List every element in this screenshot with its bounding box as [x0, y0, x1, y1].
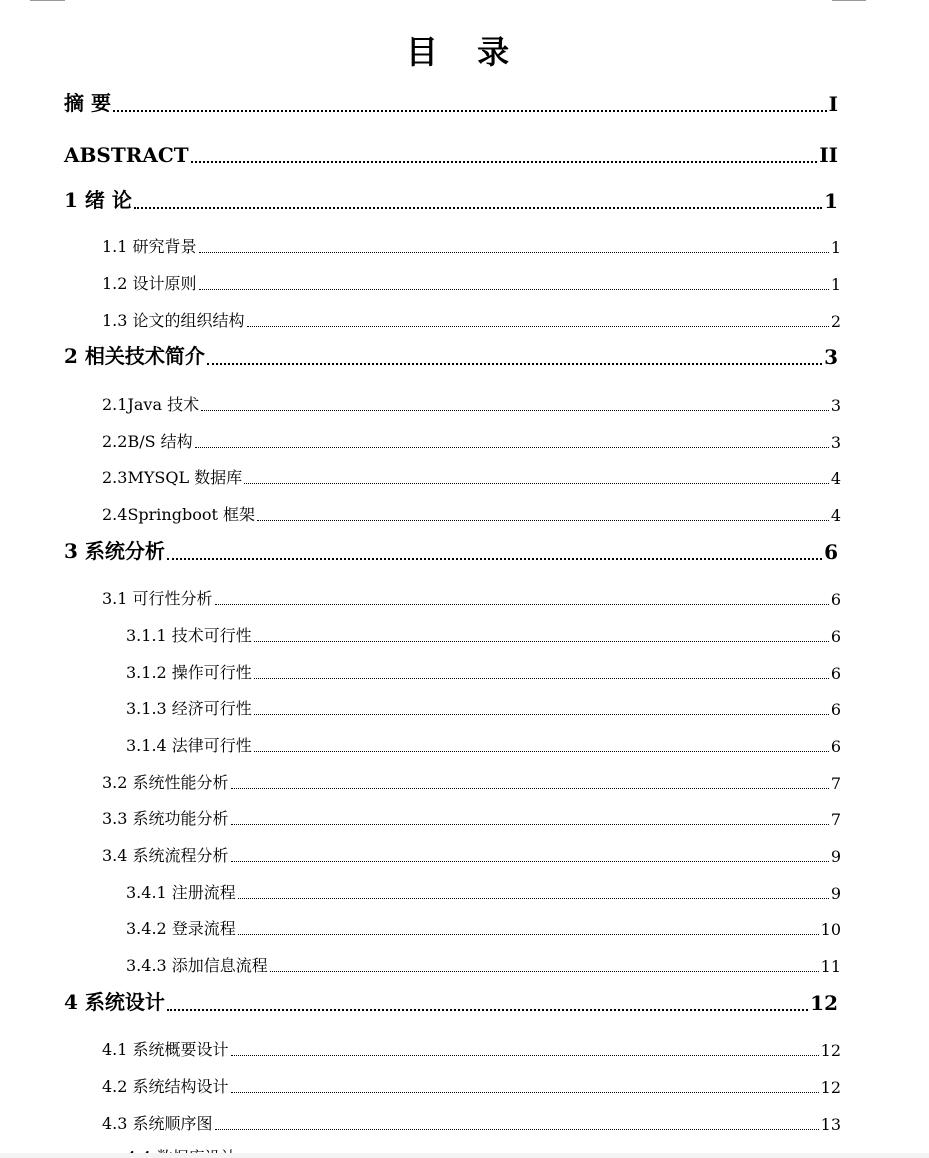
toc-entry-label: 1.1 研究背景	[102, 237, 197, 256]
toc-entry-label: 3.4 系统流程分析	[102, 846, 229, 865]
toc-entry-3-1-4[interactable]	[126, 736, 841, 756]
toc-entry-chapter-2[interactable]	[64, 345, 838, 369]
toc-entry-label: 3.1.4 法律可行性	[126, 736, 252, 755]
toc-page-number: 1	[824, 189, 838, 213]
toc-leader	[199, 288, 829, 290]
toc-entry-label: 2.4Springboot 框架	[102, 505, 255, 524]
toc-entry-label: 3.1.2 操作可行性	[126, 663, 252, 682]
toc-entry-3-1-1[interactable]	[126, 626, 841, 646]
toc-entry-label: 1.2 设计原则	[102, 274, 197, 293]
toc-leader	[231, 860, 829, 862]
toc-leader	[215, 603, 829, 605]
toc-entry-2-2[interactable]	[102, 432, 841, 452]
toc-leader	[254, 713, 829, 715]
toc-leader	[231, 1054, 819, 1056]
toc-page-number: 9	[830, 847, 841, 866]
toc-leader	[199, 251, 829, 253]
toc-entry-4-3[interactable]	[102, 1114, 841, 1134]
toc-page-number: 9	[830, 884, 841, 903]
toc-entry-label: 4.3 系统顺序图	[102, 1114, 213, 1133]
toc-entry-label: 1.3 论文的组织结构	[102, 311, 245, 330]
toc-entry-abstract-cn[interactable]	[64, 92, 838, 116]
toc-leader	[270, 970, 819, 972]
toc-entry-label: 摘 要	[64, 91, 111, 115]
toc-leader	[231, 1091, 819, 1093]
toc-entry-label: 1 绪 论	[64, 188, 132, 212]
toc-entry-3-4-1[interactable]	[126, 883, 841, 903]
toc-entry-label: 3.4.1 注册流程	[126, 883, 236, 902]
toc-title: 目 录	[405, 33, 524, 71]
toc-leader	[254, 640, 829, 642]
toc-entry-3-1[interactable]	[102, 589, 841, 609]
toc-leader	[201, 409, 829, 411]
toc-page-number: 6	[824, 540, 838, 564]
toc-page-number: 11	[820, 957, 841, 976]
toc-leader	[238, 933, 819, 935]
toc-entry-3-4-2[interactable]	[126, 919, 841, 939]
toc-page-number: 6	[830, 737, 841, 756]
toc-leader	[231, 823, 829, 825]
toc-entry-label: 3 系统分析	[64, 539, 165, 563]
toc-leader	[257, 519, 829, 521]
toc-entry-label: 3.4.2 登录流程	[126, 919, 236, 938]
toc-entry-3-4-3[interactable]	[126, 956, 841, 976]
toc-page-number: I	[828, 92, 838, 116]
toc-entry-label: 3.4.3 添加信息流程	[126, 956, 268, 975]
toc-page-number: 3	[830, 396, 841, 415]
page-bottom-edge	[0, 1153, 929, 1158]
toc-entry-1-3[interactable]	[102, 311, 841, 331]
toc-leader	[191, 160, 818, 163]
toc-leader	[254, 677, 829, 679]
toc-leader	[167, 1008, 808, 1011]
toc-entry-3-1-2[interactable]	[126, 663, 841, 683]
toc-leader	[215, 1128, 819, 1130]
toc-entry-label: 3.1.1 技术可行性	[126, 626, 252, 645]
toc-page-number: 4	[830, 469, 841, 488]
toc-entry-label: 4.1 系统概要设计	[102, 1040, 229, 1059]
toc-entry-4-1[interactable]	[102, 1040, 841, 1060]
toc-page-number: 7	[830, 774, 841, 793]
page-corner-mark-left	[30, 0, 65, 1]
toc-page-number: 12	[820, 1078, 841, 1097]
toc-page-number: 10	[820, 920, 841, 939]
page-corner-mark-right	[832, 0, 866, 1]
toc-page-number: 3	[830, 433, 841, 452]
toc-leader	[113, 109, 827, 112]
toc-page-number: 3	[824, 345, 838, 369]
toc-page-number: 13	[820, 1115, 841, 1134]
toc-page-number: 1	[830, 238, 841, 257]
toc-entry-label: 2 相关技术简介	[64, 344, 205, 368]
toc-entry-3-2[interactable]	[102, 773, 841, 793]
toc-entry-2-3[interactable]	[102, 468, 841, 488]
toc-entry-label: 3.2 系统性能分析	[102, 773, 229, 792]
toc-entry-chapter-4[interactable]	[64, 991, 838, 1015]
toc-entry-label: 4 系统设计	[64, 990, 165, 1014]
toc-leader	[247, 325, 829, 327]
toc-entry-2-4[interactable]	[102, 505, 841, 525]
toc-entry-4-2[interactable]	[102, 1077, 841, 1097]
toc-entry-3-4[interactable]	[102, 846, 841, 866]
toc-entry-2-1[interactable]	[102, 395, 841, 415]
toc-entry-3-3[interactable]	[102, 809, 841, 829]
toc-entry-label: ABSTRACT	[64, 143, 189, 167]
toc-page-number: 12	[820, 1041, 841, 1060]
toc-page-number: 12	[810, 991, 838, 1015]
toc-page-number: 6	[830, 700, 841, 719]
toc-page-number: 7	[830, 810, 841, 829]
toc-page-number: 2	[830, 312, 841, 331]
toc-entry-label: 2.2B/S 结构	[102, 432, 193, 451]
toc-leader	[231, 787, 829, 789]
toc-entry-chapter-1[interactable]	[64, 189, 838, 213]
toc-entry-3-1-3[interactable]	[126, 699, 841, 719]
toc-entry-label: 3.1.3 经济可行性	[126, 699, 252, 718]
toc-page-number: 1	[830, 275, 841, 294]
toc-page-number: 4	[830, 506, 841, 525]
toc-entry-1-1[interactable]	[102, 237, 841, 257]
toc-page-number: 6	[830, 664, 841, 683]
toc-leader	[254, 750, 829, 752]
toc-page-number: 6	[830, 627, 841, 646]
toc-page-number: 6	[830, 590, 841, 609]
toc-entry-chapter-3[interactable]	[64, 540, 838, 564]
toc-entry-label: 4.2 系统结构设计	[102, 1077, 229, 1096]
toc-leader	[167, 557, 822, 560]
toc-leader	[244, 482, 829, 484]
toc-entry-1-2[interactable]	[102, 274, 841, 294]
toc-entry-abstract-en[interactable]	[64, 143, 838, 167]
toc-entry-label: 2.1Java 技术	[102, 395, 200, 414]
toc-entry-label: 3.1 可行性分析	[102, 589, 213, 608]
toc-leader	[207, 362, 822, 365]
toc-leader	[238, 897, 829, 899]
toc-page-number: II	[819, 143, 838, 167]
toc-leader	[134, 206, 822, 209]
toc-entry-label: 2.3MYSQL 数据库	[102, 468, 243, 487]
toc-leader	[195, 446, 829, 448]
toc-entry-label: 3.3 系统功能分析	[102, 809, 229, 828]
